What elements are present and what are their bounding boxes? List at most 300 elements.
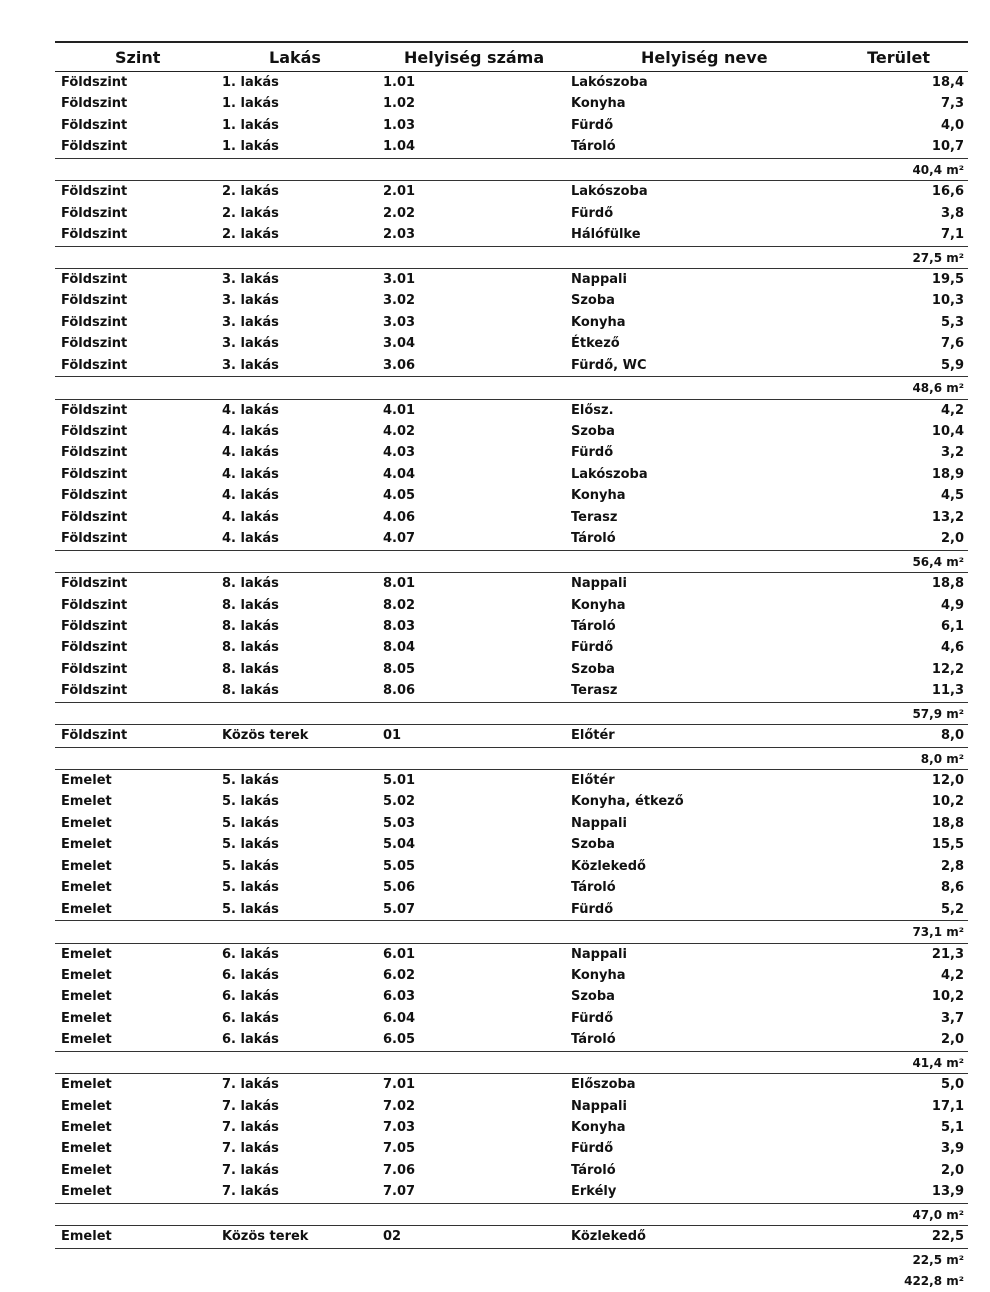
cell-szint: Emelet (61, 946, 112, 962)
cell-helyiseg-szama: 8.04 (383, 640, 416, 656)
table-row (55, 595, 968, 616)
table-row (55, 572, 968, 594)
cell-helyiseg-szama: 6.03 (383, 989, 416, 1005)
cell-terulet: 4,0 (940, 117, 964, 133)
cell-terulet: 4,5 (940, 488, 964, 504)
cell-lakas: 6. lakás (222, 989, 279, 1005)
cell-helyiseg-szama: 4.07 (383, 531, 416, 547)
cell-helyiseg-neve: Lakószoba (571, 75, 648, 90)
cell-helyiseg-neve: Konyha (571, 488, 626, 504)
table-row (55, 813, 968, 834)
cell-szint: Földszint (61, 509, 128, 525)
cell-terulet: 5,1 (940, 1120, 964, 1135)
cell-lakas: 5. lakás (222, 794, 279, 810)
cell-terulet: 18,4 (931, 75, 964, 90)
cell-helyiseg-neve: Fürdő (571, 1010, 614, 1026)
cell-helyiseg-szama: 8.05 (383, 661, 416, 677)
subtotal-value: 57,9 m² (912, 706, 964, 721)
cell-lakas: 6. lakás (222, 1032, 279, 1048)
cell-helyiseg-neve: Lakószoba (571, 466, 648, 482)
cell-helyiseg-neve: Nappali (571, 946, 627, 962)
cell-helyiseg-neve: Terasz (571, 509, 618, 525)
cell-szint: Emelet (61, 967, 112, 983)
cell-terulet: 18,8 (931, 576, 964, 592)
table-row (55, 355, 968, 376)
cell-helyiseg-szama: 4.02 (383, 424, 416, 439)
cell-lakas: 3. lakás (222, 357, 279, 373)
cell-szint: Földszint (61, 271, 128, 287)
cell-terulet: 8,0 (940, 728, 964, 744)
cell-szint: Földszint (61, 488, 128, 504)
cell-terulet: 13,9 (931, 1184, 964, 1200)
cell-szint: Emelet (61, 773, 112, 788)
subtotal-row (55, 246, 968, 268)
cell-terulet: 2,0 (940, 1162, 964, 1178)
cell-helyiseg-szama: 8.02 (383, 597, 416, 613)
subtotal-value: 47,0 m² (912, 1207, 964, 1222)
cell-szint: Földszint (61, 293, 128, 309)
table-row (55, 485, 968, 506)
cell-helyiseg-neve: Konyha (571, 96, 626, 112)
cell-helyiseg-neve: Konyha (571, 1120, 626, 1135)
cell-terulet: 18,8 (931, 815, 964, 831)
cell-lakas: 8. lakás (222, 618, 279, 634)
cell-lakas: 5. lakás (222, 815, 279, 831)
cell-helyiseg-neve: Előszoba (571, 1077, 636, 1093)
cell-szint: Emelet (61, 1162, 112, 1178)
cell-helyiseg-szama: 5.01 (383, 773, 416, 788)
cell-szint: Földszint (61, 227, 128, 243)
subtotal-row (55, 1248, 968, 1270)
cell-szint: Emelet (61, 858, 112, 874)
cell-lakas: 6. lakás (222, 946, 279, 962)
cell-helyiseg-szama: 7.05 (383, 1141, 416, 1157)
cell-lakas: 4. lakás (222, 531, 279, 547)
cell-helyiseg-szama: 1.03 (383, 117, 416, 133)
table-row (55, 616, 968, 637)
cell-helyiseg-szama: 5.03 (383, 815, 416, 831)
cell-lakas: 7. lakás (222, 1162, 279, 1178)
cell-helyiseg-neve: Erkély (571, 1184, 617, 1200)
cell-helyiseg-szama: 6.05 (383, 1032, 416, 1048)
cell-szint: Földszint (61, 466, 128, 482)
table-row (55, 834, 968, 855)
cell-lakas: 7. lakás (222, 1184, 279, 1200)
cell-terulet: 3,7 (940, 1010, 964, 1026)
cell-szint: Földszint (61, 402, 128, 418)
cell-helyiseg-szama: 4.03 (383, 445, 416, 461)
cell-helyiseg-szama: 5.02 (383, 794, 416, 810)
cell-helyiseg-szama: 6.01 (383, 946, 416, 962)
cell-helyiseg-szama: 1.02 (383, 96, 416, 112)
table-row (55, 1181, 968, 1202)
cell-terulet: 2,8 (940, 858, 964, 874)
subtotal-value: 8,0 m² (920, 751, 964, 766)
table-row (55, 290, 968, 311)
cell-helyiseg-szama: 7.07 (383, 1184, 416, 1200)
cell-lakas: 1. lakás (222, 96, 279, 112)
cell-helyiseg-neve: Nappali (571, 1098, 627, 1114)
cell-helyiseg-szama: 2.02 (383, 205, 416, 221)
cell-helyiseg-szama: 1.04 (383, 139, 416, 155)
subtotal-value: 56,4 m² (912, 554, 964, 569)
cell-lakas: 3. lakás (222, 271, 279, 287)
cell-terulet: 15,5 (931, 837, 964, 853)
cell-lakas: 7. lakás (222, 1120, 279, 1135)
cell-helyiseg-szama: 2.03 (383, 227, 416, 243)
cell-helyiseg-neve: Előtér (571, 773, 615, 788)
cell-szint: Földszint (61, 139, 128, 155)
cell-lakas: 4. lakás (222, 488, 279, 504)
subtotal-value: 41,4 m² (912, 1055, 964, 1070)
table-row (55, 1160, 968, 1181)
table-row (55, 421, 968, 442)
cell-terulet: 5,0 (940, 1077, 964, 1093)
cell-helyiseg-neve: Tároló (571, 880, 616, 896)
cell-lakas: Közös terek (222, 728, 309, 744)
cell-lakas: 8. lakás (222, 576, 279, 592)
cell-helyiseg-szama: 02 (383, 1229, 402, 1245)
subtotal-row (55, 1203, 968, 1225)
cell-helyiseg-szama: 4.06 (383, 509, 416, 525)
cell-terulet: 7,1 (940, 227, 964, 243)
table-row (55, 899, 968, 920)
cell-szint: Földszint (61, 357, 128, 373)
cell-helyiseg-neve: Fürdő (571, 445, 614, 461)
cell-terulet: 10,2 (931, 989, 964, 1005)
cell-helyiseg-szama: 7.03 (383, 1120, 416, 1135)
cell-szint: Emelet (61, 1077, 112, 1093)
cell-helyiseg-neve: Konyha (571, 967, 626, 983)
cell-helyiseg-neve: Tároló (571, 1032, 616, 1048)
table-row (55, 724, 968, 746)
subtotal-value: 40,4 m² (912, 162, 964, 177)
table-row (55, 507, 968, 528)
table-row (55, 180, 968, 202)
cell-szint: Földszint (61, 96, 128, 112)
cell-helyiseg-szama: 3.01 (383, 271, 416, 287)
cell-helyiseg-szama: 3.04 (383, 336, 416, 352)
cell-lakas: 4. lakás (222, 402, 279, 418)
cell-terulet: 4,6 (940, 640, 964, 656)
cell-szint: Földszint (61, 576, 128, 592)
cell-lakas: 2. lakás (222, 184, 279, 200)
cell-helyiseg-neve: Konyha, étkező (571, 794, 684, 810)
cell-szint: Földszint (61, 314, 128, 330)
table-row (55, 986, 968, 1007)
cell-terulet: 5,2 (940, 901, 964, 917)
cell-helyiseg-neve: Fürdő, WC (571, 357, 647, 373)
cell-terulet: 3,9 (940, 1141, 964, 1157)
cell-lakas: 1. lakás (222, 117, 279, 133)
table-row (55, 72, 968, 93)
cell-helyiseg-szama: 1.01 (383, 75, 416, 90)
cell-lakas: 5. lakás (222, 837, 279, 853)
cell-lakas: 7. lakás (222, 1077, 279, 1093)
cell-terulet: 2,0 (940, 1032, 964, 1048)
table-body (55, 72, 968, 1292)
header-szint: Szint (115, 48, 161, 67)
table-row (55, 1117, 968, 1138)
cell-helyiseg-szama: 8.06 (383, 683, 416, 699)
table-row (55, 1096, 968, 1117)
table-row (55, 268, 968, 290)
table-row (55, 791, 968, 812)
cell-helyiseg-szama: 01 (383, 728, 402, 744)
cell-helyiseg-neve: Fürdő (571, 1141, 614, 1157)
table-header (55, 41, 968, 72)
cell-szint: Emelet (61, 1184, 112, 1200)
cell-helyiseg-szama: 4.05 (383, 488, 416, 504)
cell-terulet: 4,2 (940, 402, 964, 418)
cell-helyiseg-neve: Elősz. (571, 402, 614, 418)
cell-lakas: 6. lakás (222, 1010, 279, 1026)
cell-szint: Földszint (61, 531, 128, 547)
cell-helyiseg-szama: 5.05 (383, 858, 416, 874)
cell-lakas: 8. lakás (222, 640, 279, 656)
cell-szint: Emelet (61, 880, 112, 896)
cell-szint: Földszint (61, 445, 128, 461)
subtotal-row (55, 747, 968, 769)
table-row (55, 1029, 968, 1050)
table-row (55, 1008, 968, 1029)
cell-helyiseg-neve: Szoba (571, 837, 615, 853)
header-lakas: Lakás (269, 48, 321, 67)
cell-terulet: 3,2 (940, 445, 964, 461)
subtotal-value: 73,1 m² (912, 925, 964, 940)
grand-total-row (55, 1270, 968, 1291)
cell-lakas: 2. lakás (222, 227, 279, 243)
cell-szint: Emelet (61, 794, 112, 810)
cell-terulet: 17,1 (931, 1098, 964, 1114)
cell-terulet: 12,0 (931, 773, 964, 788)
table-row (55, 136, 968, 157)
cell-helyiseg-szama: 6.04 (383, 1010, 416, 1026)
cell-lakas: 1. lakás (222, 139, 279, 155)
table-row (55, 333, 968, 354)
subtotal-value: 27,5 m² (912, 250, 964, 265)
cell-lakas: 3. lakás (222, 336, 279, 352)
cell-helyiseg-neve: Terasz (571, 683, 618, 699)
cell-helyiseg-neve: Nappali (571, 815, 627, 831)
cell-szint: Földszint (61, 117, 128, 133)
table-row (55, 659, 968, 680)
subtotal-value: 48,6 m² (912, 381, 964, 396)
cell-helyiseg-neve: Étkező (571, 336, 620, 352)
cell-helyiseg-neve: Fürdő (571, 117, 614, 133)
cell-helyiseg-neve: Hálófülke (571, 227, 641, 243)
cell-terulet: 3,8 (940, 205, 964, 221)
cell-helyiseg-szama: 5.07 (383, 901, 416, 917)
table-row (55, 399, 968, 421)
cell-szint: Földszint (61, 640, 128, 656)
cell-szint: Földszint (61, 661, 128, 677)
cell-terulet: 22,5 (931, 1229, 964, 1245)
cell-lakas: 5. lakás (222, 880, 279, 896)
cell-lakas: 4. lakás (222, 445, 279, 461)
table-row (55, 965, 968, 986)
cell-lakas: 8. lakás (222, 683, 279, 699)
subtotal-value: 22,5 m² (912, 1252, 964, 1267)
cell-helyiseg-szama: 7.06 (383, 1162, 416, 1178)
cell-lakas: 8. lakás (222, 661, 279, 677)
cell-terulet: 4,2 (940, 967, 964, 983)
cell-szint: Földszint (61, 336, 128, 352)
cell-terulet: 8,6 (940, 880, 964, 896)
cell-lakas: 5. lakás (222, 901, 279, 917)
cell-lakas: 4. lakás (222, 509, 279, 525)
cell-helyiseg-szama: 6.02 (383, 967, 416, 983)
cell-terulet: 10,4 (931, 424, 964, 439)
cell-terulet: 6,1 (940, 618, 964, 634)
header-helyiseg-neve: Helyiség neve (641, 48, 768, 67)
cell-terulet: 10,2 (931, 794, 964, 810)
cell-helyiseg-szama: 4.01 (383, 402, 416, 418)
cell-szint: Földszint (61, 424, 128, 439)
cell-helyiseg-neve: Fürdő (571, 901, 614, 917)
cell-szint: Földszint (61, 205, 128, 221)
table-row (55, 680, 968, 701)
cell-szint: Emelet (61, 989, 112, 1005)
cell-helyiseg-szama: 5.04 (383, 837, 416, 853)
cell-terulet: 18,9 (931, 466, 964, 482)
cell-lakas: 4. lakás (222, 466, 279, 482)
grand-total-value: 422,8 m² (904, 1274, 964, 1289)
cell-lakas: 8. lakás (222, 597, 279, 613)
area-table (55, 41, 968, 1292)
cell-terulet: 10,7 (931, 139, 964, 155)
cell-lakas: 5. lakás (222, 858, 279, 874)
cell-lakas: 3. lakás (222, 293, 279, 309)
cell-terulet: 2,0 (940, 531, 964, 547)
table-row (55, 442, 968, 463)
table-row (55, 856, 968, 877)
cell-helyiseg-neve: Szoba (571, 424, 615, 439)
cell-helyiseg-szama: 7.01 (383, 1077, 416, 1093)
subtotal-row (55, 702, 968, 724)
cell-terulet: 10,3 (931, 293, 964, 309)
cell-lakas: 7. lakás (222, 1141, 279, 1157)
cell-terulet: 4,9 (940, 597, 964, 613)
cell-terulet: 11,3 (931, 683, 964, 699)
cell-szint: Földszint (61, 597, 128, 613)
table-row (55, 637, 968, 658)
cell-helyiseg-szama: 5.06 (383, 880, 416, 896)
subtotal-row (55, 376, 968, 398)
cell-lakas: Közös terek (222, 1229, 309, 1245)
header-terulet: Terület (867, 48, 930, 67)
cell-terulet: 12,2 (931, 661, 964, 677)
cell-szint: Emelet (61, 815, 112, 831)
table-row (55, 1073, 968, 1095)
cell-terulet: 5,9 (940, 357, 964, 373)
cell-helyiseg-szama: 3.06 (383, 357, 416, 373)
cell-terulet: 19,5 (931, 271, 964, 287)
cell-terulet: 16,6 (931, 184, 964, 200)
cell-terulet: 5,3 (940, 314, 964, 330)
cell-helyiseg-szama: 8.01 (383, 576, 416, 592)
cell-szint: Emelet (61, 1098, 112, 1114)
cell-lakas: 4. lakás (222, 424, 279, 439)
cell-helyiseg-neve: Előtér (571, 728, 615, 744)
table-row (55, 877, 968, 898)
subtotal-row (55, 1051, 968, 1073)
cell-lakas: 6. lakás (222, 967, 279, 983)
cell-szint: Emelet (61, 1229, 112, 1245)
table-row (55, 312, 968, 333)
cell-helyiseg-neve: Lakószoba (571, 184, 648, 200)
cell-szint: Földszint (61, 75, 128, 90)
cell-helyiseg-neve: Tároló (571, 618, 616, 634)
table-row (55, 1225, 968, 1247)
cell-helyiseg-neve: Közlekedő (571, 1229, 646, 1245)
cell-lakas: 5. lakás (222, 773, 279, 788)
cell-helyiseg-neve: Nappali (571, 271, 627, 287)
cell-helyiseg-szama: 3.03 (383, 314, 416, 330)
cell-helyiseg-neve: Közlekedő (571, 858, 646, 874)
cell-lakas: 3. lakás (222, 314, 279, 330)
cell-helyiseg-szama: 3.02 (383, 293, 416, 309)
table-row (55, 464, 968, 485)
cell-terulet: 21,3 (931, 946, 964, 962)
cell-szint: Földszint (61, 728, 128, 744)
cell-helyiseg-neve: Nappali (571, 576, 627, 592)
cell-lakas: 1. lakás (222, 75, 279, 90)
cell-szint: Földszint (61, 683, 128, 699)
cell-szint: Emelet (61, 1010, 112, 1026)
cell-terulet: 13,2 (931, 509, 964, 525)
cell-szint: Földszint (61, 184, 128, 200)
cell-lakas: 2. lakás (222, 205, 279, 221)
subtotal-row (55, 920, 968, 942)
cell-helyiseg-szama: 7.02 (383, 1098, 416, 1114)
table-row (55, 224, 968, 245)
cell-helyiseg-neve: Fürdő (571, 205, 614, 221)
table-row (55, 93, 968, 114)
cell-helyiseg-neve: Konyha (571, 314, 626, 330)
cell-helyiseg-neve: Szoba (571, 989, 615, 1005)
cell-terulet: 7,3 (940, 96, 964, 112)
cell-lakas: 7. lakás (222, 1098, 279, 1114)
table-row (55, 203, 968, 224)
table-row (55, 1138, 968, 1159)
cell-szint: Emelet (61, 901, 112, 917)
table-row (55, 769, 968, 791)
cell-terulet: 7,6 (940, 336, 964, 352)
cell-helyiseg-szama: 4.04 (383, 466, 416, 482)
cell-helyiseg-neve: Tároló (571, 1162, 616, 1178)
cell-szint: Földszint (61, 618, 128, 634)
cell-helyiseg-szama: 2.01 (383, 184, 416, 200)
cell-helyiseg-neve: Tároló (571, 139, 616, 155)
table-row (55, 115, 968, 136)
table-row (55, 943, 968, 965)
cell-helyiseg-neve: Tároló (571, 531, 616, 547)
table-row (55, 528, 968, 549)
cell-szint: Emelet (61, 837, 112, 853)
cell-helyiseg-neve: Szoba (571, 661, 615, 677)
cell-szint: Emelet (61, 1141, 112, 1157)
subtotal-row (55, 550, 968, 572)
cell-helyiseg-neve: Konyha (571, 597, 626, 613)
cell-helyiseg-neve: Szoba (571, 293, 615, 309)
cell-szint: Emelet (61, 1120, 112, 1135)
cell-helyiseg-neve: Fürdő (571, 640, 614, 656)
cell-szint: Emelet (61, 1032, 112, 1048)
cell-helyiseg-szama: 8.03 (383, 618, 416, 634)
header-helyiseg-szama: Helyiség száma (404, 48, 545, 67)
subtotal-row (55, 158, 968, 180)
